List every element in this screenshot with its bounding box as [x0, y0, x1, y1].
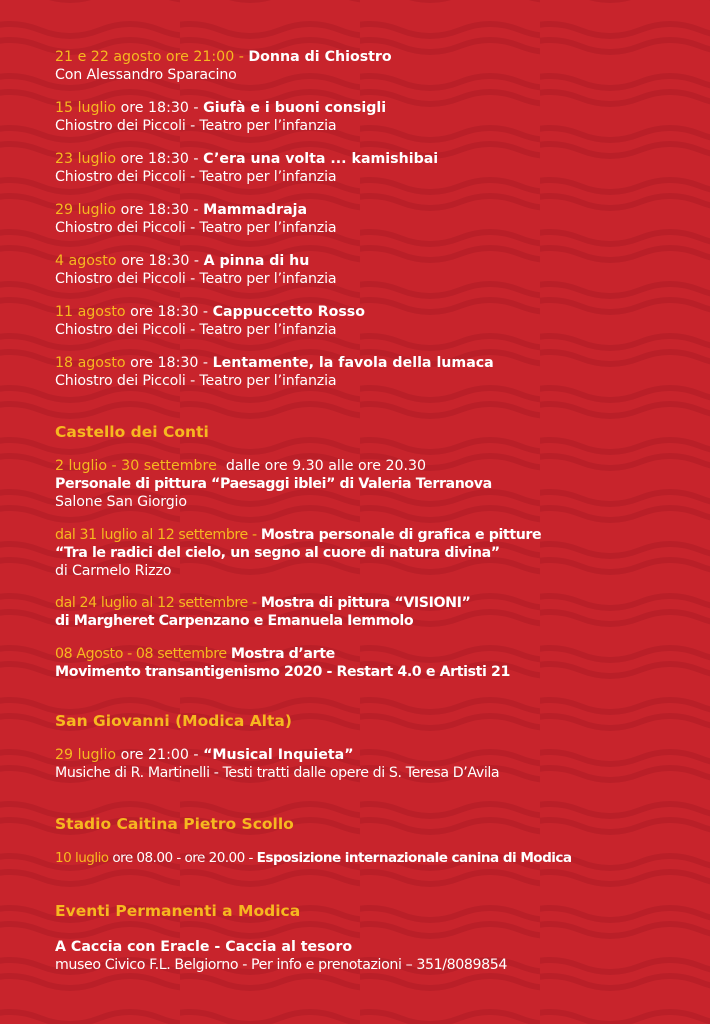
event-detail: Con Alessandro Sparacino	[55, 67, 237, 83]
event-time: ore 18:30 -	[120, 100, 199, 116]
event-title: “Musical Inquieta”	[203, 747, 354, 763]
event-title: Mostra d’arte	[230, 646, 335, 662]
event-detail: Chiostro dei Piccoli - Teatro per l’infanzia	[55, 322, 337, 338]
section-heading-san-giovanni: San Giovanni (Modica Alta)	[55, 712, 292, 730]
event-subtitle: di Margheret Carpenzano e Emanuela Iemmolo	[55, 613, 414, 629]
event-date: 29 luglio	[55, 747, 117, 763]
event-line	[55, 526, 541, 544]
event-date: 29 luglio	[55, 202, 117, 218]
event-title: Cappuccetto Rosso	[212, 304, 365, 320]
event-line	[55, 849, 572, 867]
event-detail: Chiostro dei Piccoli - Teatro per l’infanzia	[55, 169, 337, 185]
section-heading-permanenti: Eventi Permanenti a Modica	[55, 902, 301, 920]
event-title: Mostra personale di grafica e pitture	[260, 527, 542, 543]
event-time: ore 21:00 -	[120, 747, 199, 763]
event-date: 10 luglio	[55, 850, 109, 866]
event-time: ore 21:00 -	[165, 49, 244, 65]
event-line	[55, 594, 470, 612]
event-title: Giufà e i buoni consigli	[203, 100, 387, 116]
event-date: dal 31 luglio al 12 settembre -	[55, 527, 257, 543]
event-date: 2 luglio - 30 settembre	[55, 458, 217, 474]
event-date: dal 24 luglio al 12 settembre -	[55, 595, 257, 611]
event-detail: Chiostro dei Piccoli - Teatro per l’infanzia	[55, 373, 337, 389]
event-line	[55, 354, 494, 372]
event-date: 15 luglio	[55, 100, 117, 116]
event-date: 11 agosto	[55, 304, 126, 320]
event-title: Personale di pittura “Paesaggi iblei” di Valeria Terranova	[55, 476, 492, 492]
event-title: C’era una volta ... kamishibai	[203, 151, 439, 167]
event-detail: Musiche di R. Martinelli - Testi tratti dalle opere di S. Teresa D’Avila	[55, 765, 500, 781]
event-detail: Chiostro dei Piccoli - Teatro per l’infanzia	[55, 118, 337, 134]
event-line	[55, 99, 386, 117]
event-time: ore 18:30 -	[121, 253, 200, 269]
event-time: ore 18:30 -	[120, 202, 199, 218]
event-time: ore 18:30 -	[120, 151, 199, 167]
event-line	[55, 48, 392, 66]
event-title: Donna di Chiostro	[248, 49, 392, 65]
event-detail: di Carmelo Rizzo	[55, 563, 172, 579]
event-line	[55, 645, 335, 663]
event-line	[55, 303, 365, 321]
section-heading-castello: Castello dei Conti	[55, 423, 209, 441]
event-detail: Salone San Giorgio	[55, 494, 187, 510]
event-subtitle: Movimento transantigenismo 2020 - Restart 4.0 e Artisti 21	[55, 664, 510, 680]
event-title: A pinna di hu	[203, 253, 310, 269]
event-line	[55, 252, 309, 270]
event-title: Mostra di pittura “VISIONI”	[260, 595, 471, 611]
event-line	[55, 746, 354, 764]
event-detail: Chiostro dei Piccoli - Teatro per l’infanzia	[55, 220, 337, 236]
event-title: Esposizione internazionale canina di Modica	[256, 850, 572, 866]
event-title: Mammadraja	[203, 202, 308, 218]
event-date: 4 agosto	[55, 253, 117, 269]
event-title: A Caccia con Eracle - Caccia al tesoro	[55, 939, 353, 955]
section-heading-stadio: Stadio Caitina Pietro Scollo	[55, 815, 294, 833]
event-time: ore 18:30 -	[130, 304, 209, 320]
event-line	[55, 201, 307, 219]
event-title: Lentamente, la favola della lumaca	[212, 355, 494, 371]
event-time: ore 08.00 - ore 20.00 -	[112, 850, 253, 866]
event-detail: museo Civico F.L. Belgiorno - Per info e prenotazioni – 351/8089854	[55, 957, 508, 973]
event-line	[55, 457, 426, 475]
event-date: 21 e 22 agosto	[55, 49, 162, 65]
event-date: 18 agosto	[55, 355, 126, 371]
event-line	[55, 150, 438, 168]
event-detail: Chiostro dei Piccoli - Teatro per l’infanzia	[55, 271, 337, 287]
event-date: 23 luglio	[55, 151, 117, 167]
event-subtitle: “Tra le radici del cielo, un segno al cuore di natura divina”	[55, 545, 500, 561]
event-date: 08 Agosto - 08 settembre	[55, 646, 227, 662]
event-time: dalle ore 9.30 alle ore 20.30	[225, 458, 427, 474]
event-time: ore 18:30 -	[130, 355, 209, 371]
